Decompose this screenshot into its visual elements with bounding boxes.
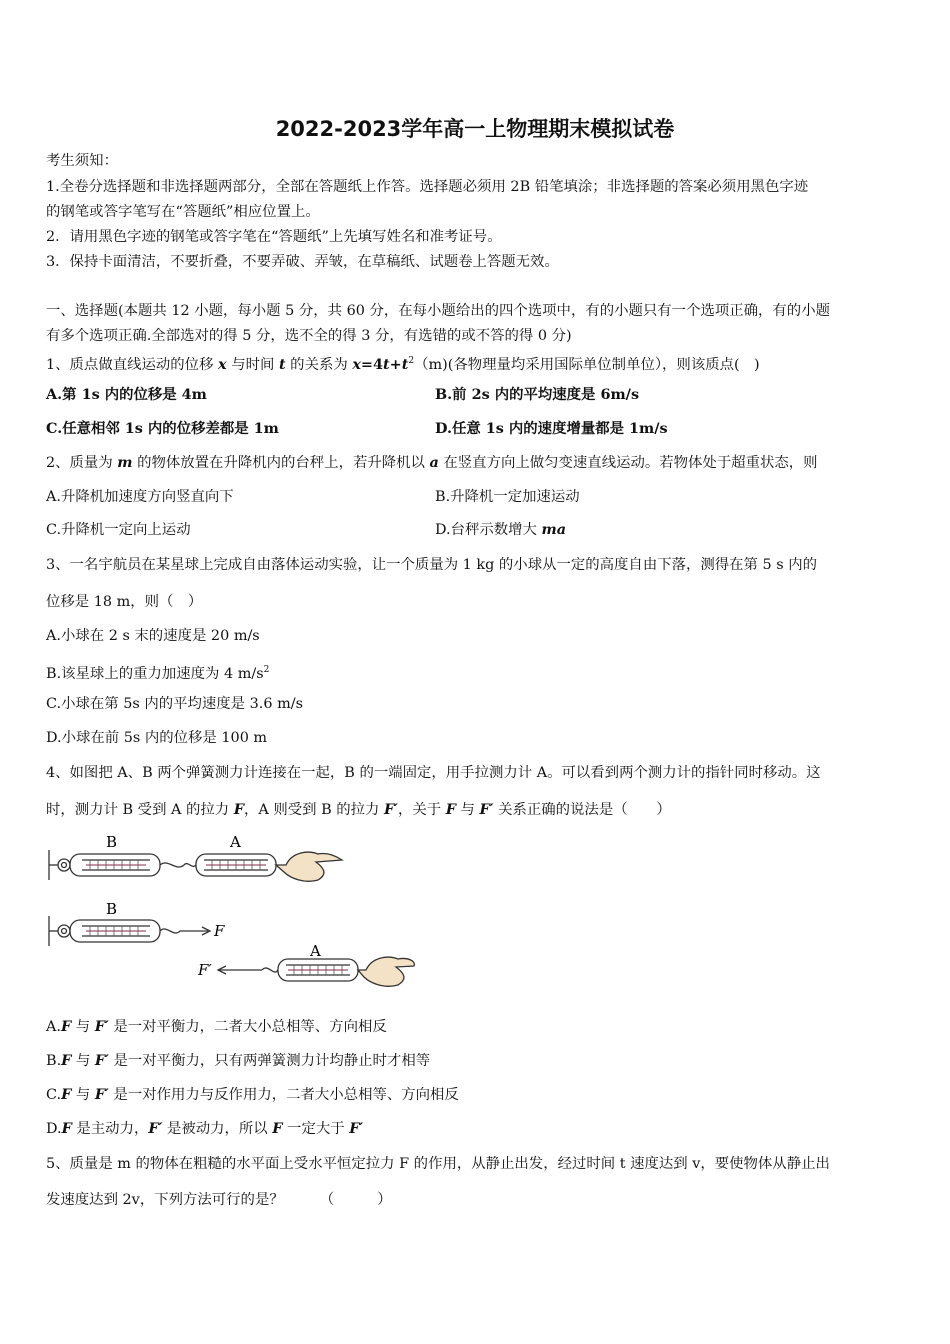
question-1-option-b: B.前 2s 内的平均速度是 6m/s: [435, 386, 640, 403]
question-4-option-c: C.F 与 F′ 是一对作用力与反作用力，二者大小总相等、方向相反: [46, 1086, 459, 1103]
question-3-option-b: B.该星球上的重力加速度为 4 $m/s^2$: [46, 665, 270, 682]
notice-item-1a: 1.全卷分选择题和非选择题两部分，全部在答题纸上作答。选择题必须用 2B 铅笔填涂；非选择题的答案必须用黑色字迹: [46, 179, 809, 195]
question-5-stem-line-1: 5、质量是 m 的物体在粗糙的水平面上受水平恒定拉力 F 的作用，从静止出发，经过时间 t 速度达到 v，要使物体从静止出: [46, 1156, 830, 1172]
notice-heading: 考生须知：: [46, 153, 118, 169]
question-1-option-c: C.任意相邻 1s 内的位移差都是 1m: [46, 420, 279, 437]
notice-item-2: 2．请用黑色字迹的钢笔或答字笔在“答题纸”上先填写姓名和准考证号。: [46, 229, 502, 245]
notice-item-3: 3．保持卡面清洁，不要折叠，不要弄破、弄皱，在草稿纸、试题卷上答题无效。: [46, 254, 559, 270]
notice-item-1b: 的钢笔或答字笔写在“答题纸”相应位置上。: [46, 204, 320, 220]
page-title: 2022-2023学年高一上物理期末模拟试卷: [275, 117, 675, 141]
spring-scale-figure: [46, 832, 416, 1000]
question-4-option-a: A.F 与 F′ 是一对平衡力，二者大小总相等、方向相反: [46, 1018, 387, 1035]
figure-label-f-prime: F′: [198, 961, 212, 979]
section-intro-line-2: 有多个选项正确.全部选对的得 5 分，选不全的得 3 分，有选错的或不答的得 0 分): [46, 328, 572, 344]
question-2-option-c: C.升降机一定向上运动: [46, 522, 191, 538]
figure-label-b-middle: B: [106, 900, 118, 918]
figure-label-b-top: B: [106, 833, 118, 851]
question-2-option-d: D.台秤示数增大 ma: [435, 521, 567, 538]
question-3-option-c: C.小球在第 5s 内的平均速度是 3.6 m/s: [46, 696, 303, 712]
question-2-option-a: A.升降机加速度方向竖直向下: [46, 489, 234, 505]
figure-label-f: F: [214, 922, 225, 940]
question-1-stem: 1、质点做直线运动的位移 x 与时间 t 的关系为 $x=4t+t^2(m)$(各物理量均采用国际单位制单位），则该质点( ): [46, 355, 760, 373]
question-4-stem-line-2: 时，测力计 B 受到 A 的拉力 F，A 则受到 B 的拉力 F′，关于 F 与 F′ 关系正确的说法是（ ）: [46, 801, 671, 818]
question-4-option-b: B.F 与 F′ 是一对平衡力，只有两弹簧测力计均静止时才相等: [46, 1052, 431, 1069]
question-4-option-d: D.F 是主动力，F′ 是被动力，所以 F 一定大于 F′: [46, 1120, 364, 1137]
section-intro-line-1: 一、选择题(本题共 12 小题，每小题 5 分，共 60 分，在每小题给出的四个选项中，有的小题只有一个选项正确，有的小题: [46, 303, 830, 319]
question-2-stem: 2、质量为 m 的物体放置在升降机内的台秤上，若升降机以 a 在竖直方向上做匀变速直线运动。若物体处于超重状态，则: [46, 454, 818, 471]
figure-label-a-bottom: A: [310, 942, 321, 960]
question-1-option-a: A.第 1s 内的位移是 4m: [46, 386, 207, 403]
question-3-option-d: D.小球在前 5s 内的位移是 100 m: [46, 730, 268, 746]
question-3-option-a: A.小球在 2 s 末的速度是 20 m/s: [46, 628, 260, 644]
question-2-option-b: B.升降机一定加速运动: [435, 489, 580, 505]
question-4-stem-line-1: 4、如图把 A、B 两个弹簧测力计连接在一起，B 的一端固定，用手拉测力计 A。可以看到两个测力计的指针同时移动。这: [46, 765, 821, 781]
question-3-stem-line-1: 3、一名宇航员在某星球上完成自由落体运动实验，让一个质量为 1 kg 的小球从一定的高度自由下落，测得在第 5 s 内的: [46, 557, 817, 573]
figure-label-a-top: A: [230, 833, 241, 851]
question-5-stem-line-2: 发速度达到 2v，下列方法可行的是？ （ ）: [46, 1192, 392, 1208]
question-1-option-d: D.任意 1s 内的速度增量都是 1m/s: [435, 420, 668, 437]
question-3-stem-line-2: 位移是 18 m，则（ ）: [46, 594, 203, 610]
